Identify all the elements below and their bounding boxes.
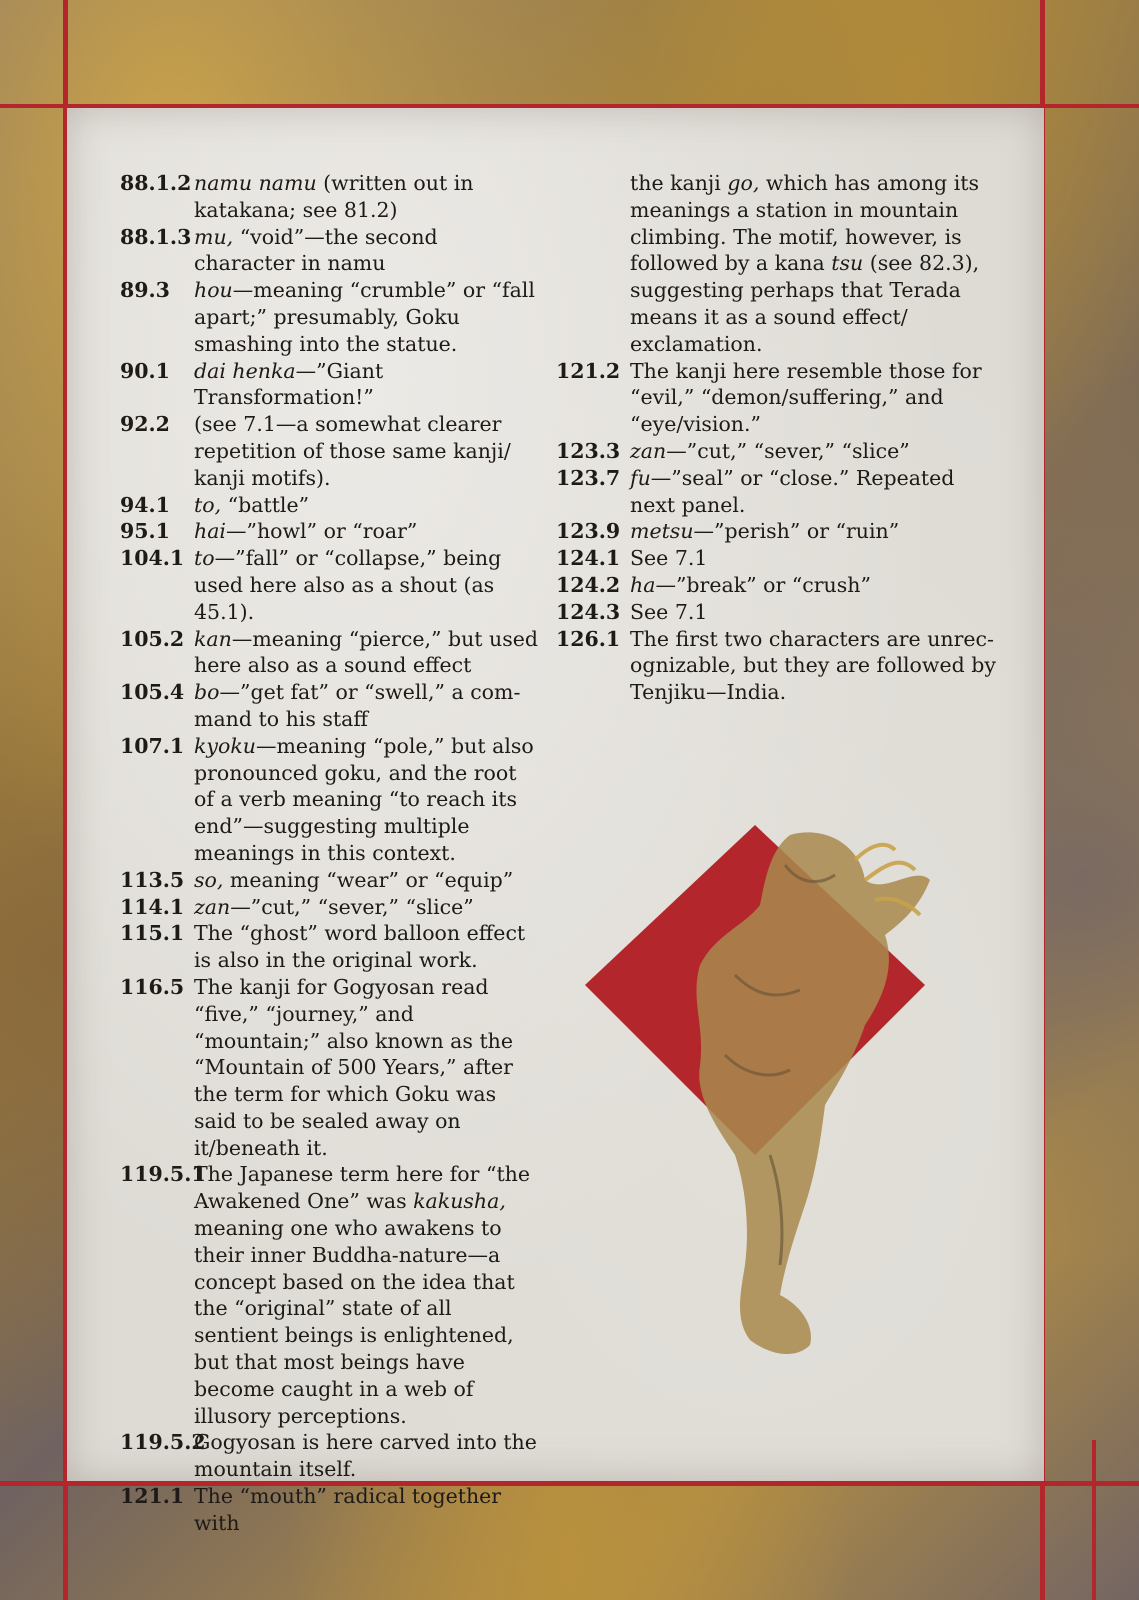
- goku-illustration: [585, 825, 965, 1385]
- note-gloss: (written out in katakana; see 81.2): [194, 171, 474, 222]
- note-number: 88.1.3: [120, 224, 192, 249]
- cont-pre: the kanji: [630, 171, 728, 195]
- note-text: [194, 492, 540, 519]
- note-gloss: The kanji for Gogyosan read “five,” “journey,” and “mountain;” also known as the “Mountain of 500 Years,” after the term for which Goku was said to be sealed away on it/beneath it.: [194, 974, 514, 1160]
- note-gloss: The first two characters are unrec- ognizable, but they are followed by Tenjiku—India.: [630, 626, 996, 705]
- note-term: to: [194, 546, 215, 571]
- note-number: 121.1: [120, 1484, 185, 1509]
- note-entry: [556, 572, 996, 599]
- note-entry: [120, 170, 540, 224]
- note-number: 88.1.2: [120, 171, 192, 195]
- note-entry: [556, 518, 996, 545]
- note-text: [194, 224, 540, 278]
- cont-post: (see 82.3), suggesting perhaps that Terada means it as a sound effect/ exclamation.: [630, 251, 980, 356]
- note-number: 94.1: [120, 492, 170, 517]
- note-text: [194, 1483, 540, 1537]
- note-number: 90.1: [120, 358, 170, 383]
- note-number: 124.1: [556, 546, 621, 571]
- note-gloss: meaning one who awakens to their inner Buddha-nature—a concept based on the idea that the “original” state of all sentient beings is enlightened, but that most beings have become caught in a web of illusory perceptions.: [194, 1216, 515, 1428]
- note-number: 115.1: [120, 921, 185, 946]
- note-gloss: See 7.1: [630, 546, 708, 571]
- note-entry: [120, 920, 540, 974]
- note-number: 123.9: [556, 519, 621, 544]
- note-text: [194, 920, 540, 974]
- note-gloss: —”cut,” “sever,” “slice”: [230, 894, 474, 919]
- frame-line-right-outer: [1092, 1440, 1096, 1600]
- cont-term2: tsu: [831, 251, 864, 276]
- note-term: hai: [194, 519, 226, 544]
- note-text: [630, 626, 996, 706]
- note-text: [194, 1429, 540, 1483]
- note-text: [194, 894, 540, 921]
- left-column: [120, 170, 540, 1537]
- note-term: kyoku: [194, 733, 256, 758]
- note-number: 104.1: [120, 546, 185, 571]
- note-number: 105.4: [120, 680, 185, 705]
- note-text: [630, 599, 996, 626]
- note-entry: [120, 518, 540, 545]
- note-gloss: The kanji here resemble those for “evil,” “demon/suffering,” and “eye/vision.”: [630, 358, 982, 437]
- note-term: namu namu: [194, 171, 317, 195]
- note-text: [194, 358, 540, 412]
- note-gloss: —”perish” or “ruin”: [693, 519, 900, 544]
- note-gloss: The “ghost” word balloon effect is also in the original work.: [194, 921, 526, 973]
- note-text: [194, 411, 540, 491]
- note-text: [194, 679, 540, 733]
- note-entry: [120, 1483, 540, 1537]
- note-entry: [120, 679, 540, 733]
- note-text: [630, 545, 996, 572]
- note-gloss: —”seal” or “close.” Repeated next panel.: [630, 465, 955, 517]
- note-entry: [120, 492, 540, 519]
- note-term: bo: [194, 680, 220, 705]
- note-gloss: —”cut,” “sever,” “slice”: [666, 438, 910, 463]
- note-gloss: —”fall” or “collapse,” being used here also as a shout (as 45.1).: [194, 546, 502, 624]
- note-text: [194, 1161, 540, 1429]
- note-text: [194, 733, 540, 867]
- note-entry: [120, 277, 540, 357]
- note-number: 123.3: [556, 438, 621, 463]
- note-gloss: —meaning “pole,” but also pronounced goku, and the root of a verb meaning “to reach its end”—suggesting multiple meanings in this context.: [194, 733, 534, 865]
- note-text: [630, 465, 996, 519]
- note-gloss: —”get fat” or “swell,” a com- mand to his staff: [194, 680, 521, 731]
- note-term: mu,: [194, 224, 234, 249]
- note-term: fu: [630, 465, 651, 490]
- note-number: 124.3: [556, 599, 621, 624]
- note-term: zan: [630, 438, 667, 463]
- note-entry: [120, 358, 540, 412]
- note-entry: [120, 1429, 540, 1483]
- note-text: [194, 170, 540, 224]
- note-gloss: Gogyosan is here carved into the mountain itself.: [194, 1430, 537, 1482]
- note-number: 119.5.2: [120, 1430, 206, 1455]
- note-text: [194, 518, 540, 545]
- note-entry: [120, 1161, 540, 1429]
- note-entry: [120, 545, 540, 625]
- note-number: 89.3: [120, 278, 170, 303]
- note-entry: [556, 465, 996, 519]
- note-number: 123.7: [556, 465, 621, 490]
- note-gloss: —meaning “crumble” or “fall apart;” presumably, Goku smashing into the statue.: [194, 278, 535, 356]
- note-entry: [556, 545, 996, 572]
- note-number: 113.5: [120, 867, 185, 892]
- note-number: 126.1: [556, 626, 621, 651]
- note-gloss: (see 7.1—a somewhat clearer repetition of those same kanji/ kanji motifs).: [194, 412, 511, 490]
- note-text: [194, 545, 540, 625]
- note-entry: [120, 867, 540, 894]
- note-gloss: —”Giant Transformation!”: [194, 358, 384, 410]
- note-text: [630, 572, 996, 599]
- right-column: [556, 170, 996, 706]
- note-gloss: “battle”: [221, 492, 310, 517]
- note-entry: [120, 224, 540, 278]
- note-term: dai henka: [194, 358, 296, 383]
- note-gloss: The “mouth” radical together with: [194, 1484, 502, 1535]
- note-text: [194, 626, 540, 680]
- note-text: [194, 867, 540, 894]
- note-entry: [556, 358, 996, 438]
- note-number: 116.5: [120, 974, 185, 999]
- note-term: to,: [194, 492, 222, 517]
- note-number: 114.1: [120, 894, 185, 919]
- note-term: metsu: [630, 519, 694, 544]
- note-term: hou: [194, 278, 233, 303]
- note-term: kan: [194, 626, 232, 651]
- note-entry: [120, 894, 540, 921]
- note-entry: [556, 599, 996, 626]
- note-text: [194, 974, 540, 1162]
- note-gloss: The Japanese term here for “the Awakened One” was: [194, 1162, 531, 1214]
- note-entry: [120, 974, 540, 1162]
- cont-term: go,: [727, 171, 760, 195]
- note-number: 124.2: [556, 572, 621, 597]
- note-text: [194, 277, 540, 357]
- note-gloss: —”howl” or “roar”: [225, 519, 418, 544]
- note-term: ha: [630, 572, 656, 597]
- note-number: 119.5.1: [120, 1162, 206, 1187]
- note-text: [630, 518, 996, 545]
- note-term: zan: [194, 894, 231, 919]
- continuation-entry: [556, 170, 996, 358]
- note-entry: [120, 411, 540, 491]
- note-number: 107.1: [120, 733, 185, 758]
- note-entry: [120, 626, 540, 680]
- note-text: [630, 358, 996, 438]
- note-gloss: See 7.1: [630, 599, 708, 624]
- note-number: 92.2: [120, 412, 170, 437]
- note-term: kakusha,: [413, 1189, 506, 1214]
- note-gloss: “void”—the second character in namu: [194, 224, 438, 276]
- note-gloss: —meaning “pierce,” but used here also as a sound effect: [194, 626, 539, 678]
- note-gloss: meaning “wear” or “equip”: [223, 867, 514, 892]
- note-entry: [556, 626, 996, 706]
- note-entry: [120, 733, 540, 867]
- note-number: 95.1: [120, 519, 170, 544]
- note-term: so,: [194, 867, 224, 892]
- note-text: [630, 438, 996, 465]
- note-gloss: —”break” or “crush”: [655, 572, 871, 597]
- note-entry: [556, 438, 996, 465]
- note-number: 105.2: [120, 626, 185, 651]
- cont-mid: which has among its meanings a station in mountain climbing. The motif, however, is followed by a kana: [630, 171, 980, 276]
- note-number: 121.2: [556, 358, 621, 383]
